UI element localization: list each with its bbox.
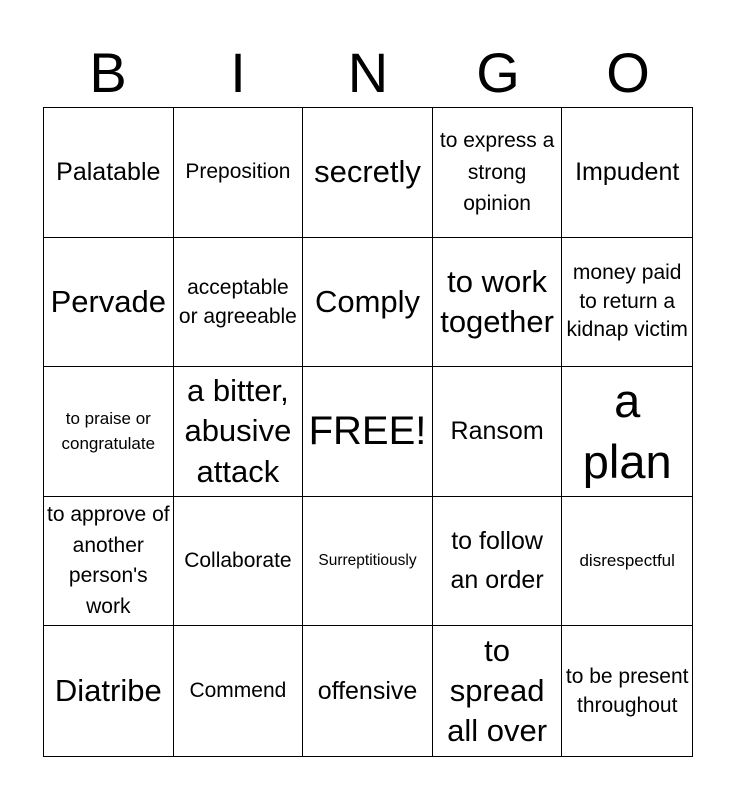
bingo-cell-r1c2[interactable] — [174, 108, 304, 238]
cell-text: to follow an order — [450, 527, 544, 595]
bingo-cell-r2c3[interactable] — [303, 238, 433, 368]
cell-text: Palatable — [56, 157, 161, 186]
bingo-cell-r2c1[interactable] — [44, 238, 174, 368]
bingo-board — [43, 107, 693, 757]
bingo-cell-r5c5[interactable] — [562, 626, 692, 756]
bingo-cell-r1c5[interactable] — [562, 108, 692, 238]
cell-text: to approve of another person's work — [47, 503, 170, 618]
cell-text: a bitter, abusive attack — [184, 373, 292, 489]
cell-text: Ransom — [450, 417, 544, 446]
cell-text: to praise or congratulate — [61, 408, 156, 454]
cell-text: Surreptitiously — [318, 552, 417, 570]
bingo-cell-r1c3[interactable] — [303, 108, 433, 238]
header-letter-n: N — [347, 41, 389, 104]
header-letter-i: I — [230, 41, 246, 104]
bingo-cell-r2c2[interactable] — [174, 238, 304, 368]
cell-text: to express a strong opinion — [439, 129, 555, 216]
header-letter-b: B — [89, 41, 127, 104]
bingo-cell-r4c3[interactable] — [303, 497, 433, 627]
bingo-cell-r3c4[interactable] — [433, 367, 563, 497]
cell-text: Collaborate — [184, 549, 292, 573]
cell-text: Comply — [314, 284, 421, 320]
cell-text: FREE! — [308, 409, 427, 454]
bingo-cell-r3c5[interactable] — [562, 367, 692, 497]
bingo-cell-r4c2[interactable] — [174, 497, 304, 627]
cell-text: Diatribe — [54, 673, 162, 709]
bingo-header — [43, 38, 693, 108]
bingo-cell-r2c4[interactable] — [433, 238, 563, 368]
cell-text: Impudent — [575, 157, 680, 186]
cell-text: Commend — [189, 679, 287, 703]
cell-text: disrespectful — [579, 551, 675, 571]
bingo-cell-r5c3[interactable] — [303, 626, 433, 756]
bingo-cell-r3c2[interactable] — [174, 367, 304, 497]
cell-text: to be present throughout — [565, 664, 689, 718]
header-letter-o: O — [606, 41, 650, 104]
bingo-cell-r1c1[interactable] — [44, 108, 174, 238]
cell-text: to spread all over — [447, 632, 548, 749]
cell-text: secretly — [314, 154, 421, 190]
cell-text: money paid to return a kidnap victim — [566, 261, 688, 342]
bingo-cell-r5c1[interactable] — [44, 626, 174, 756]
bingo-cell-r5c4[interactable] — [433, 626, 563, 756]
bingo-cell-r2c5[interactable] — [562, 238, 692, 368]
bingo-cell-r4c4[interactable] — [433, 497, 563, 627]
bingo-cell-r4c5[interactable] — [562, 497, 692, 627]
cell-text: a plan — [582, 374, 672, 489]
bingo-cell-r1c4[interactable] — [433, 108, 563, 238]
cell-text: Pervade — [50, 284, 167, 320]
cell-text: Preposition — [185, 160, 291, 184]
header-letter-g: G — [476, 41, 520, 104]
bingo-cell-r5c2[interactable] — [174, 626, 304, 756]
cell-text: offensive — [317, 676, 418, 705]
bingo-cell-r3c3[interactable] — [303, 367, 433, 497]
cell-text: to work together — [440, 263, 554, 339]
bingo-cell-r3c1[interactable] — [44, 367, 174, 497]
bingo-cell-r4c1[interactable] — [44, 497, 174, 627]
cell-text: acceptable or agreeable — [178, 275, 297, 328]
